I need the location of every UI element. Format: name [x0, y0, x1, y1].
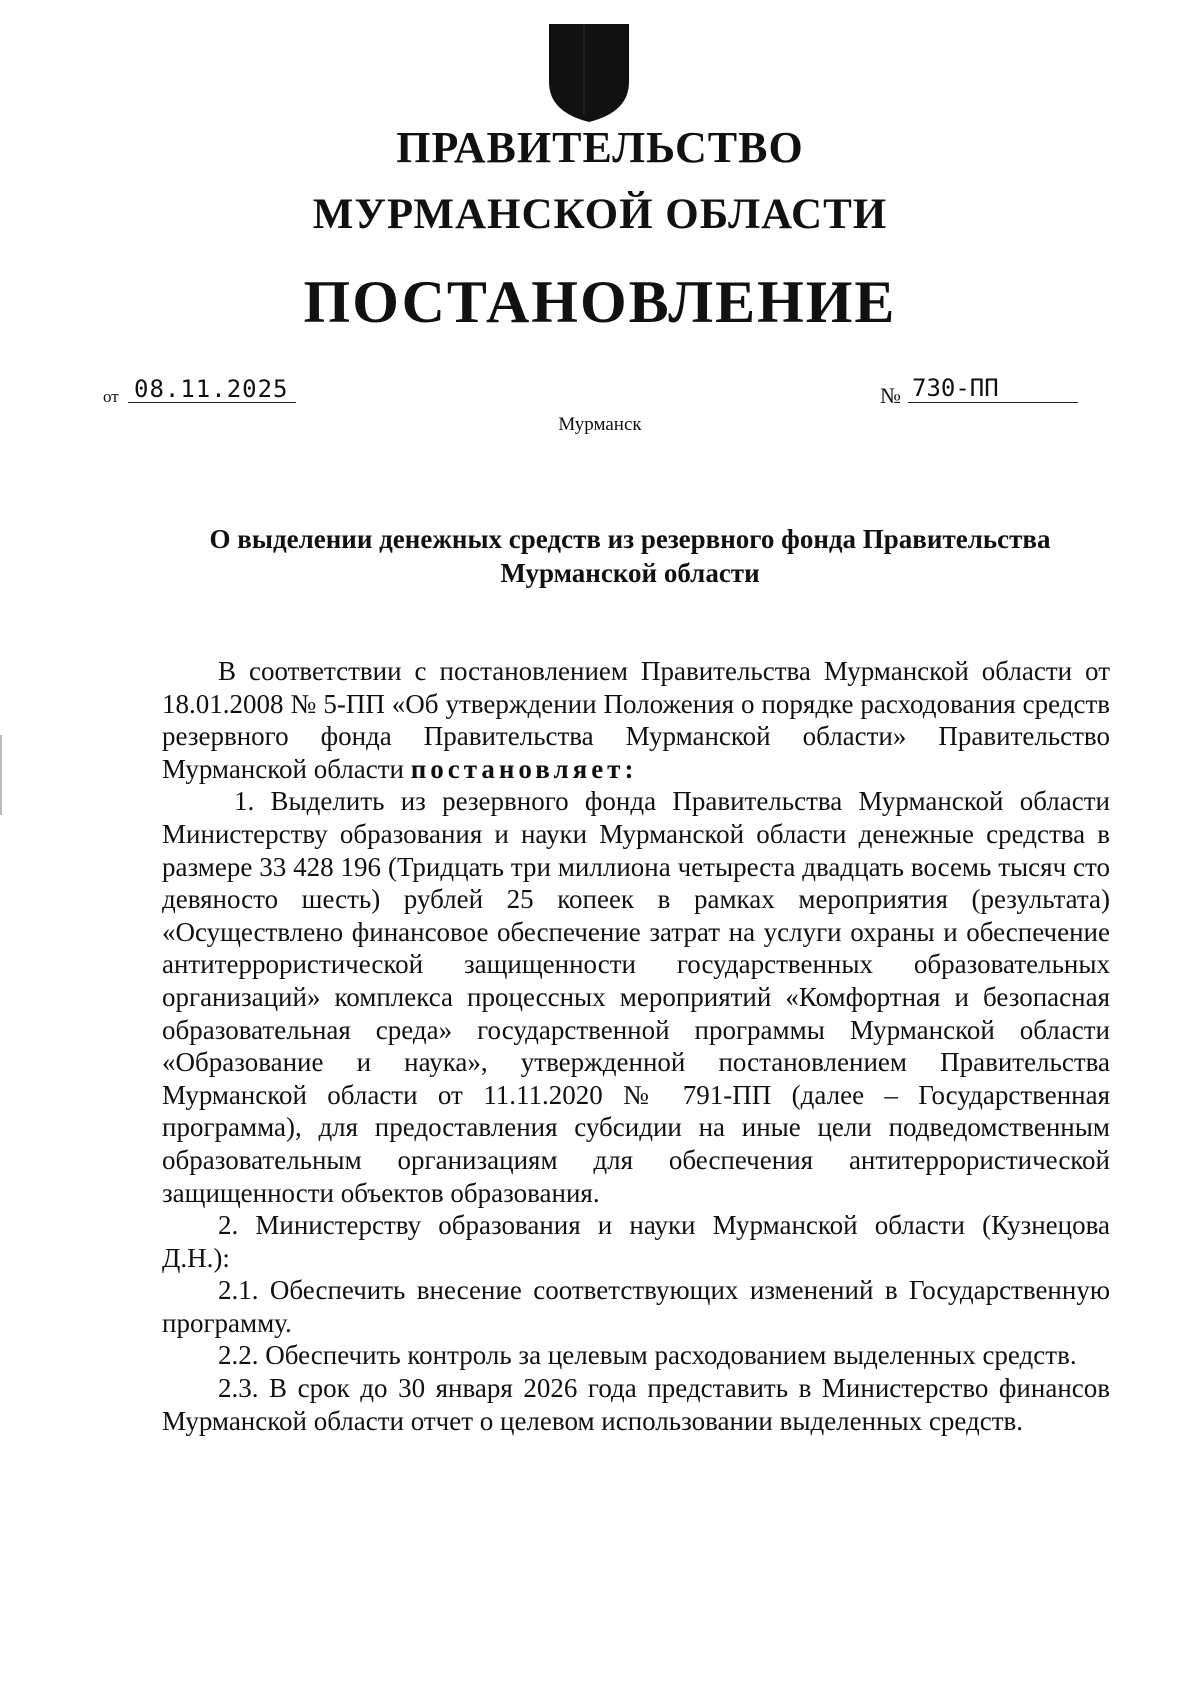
preamble-paragraph [162, 655, 1110, 785]
date-prefix-label: от [103, 387, 119, 406]
document-date: 08.11.2025 [128, 375, 296, 403]
org-name-line1: ПРАВИТЕЛЬСТВО [396, 123, 804, 172]
document-body [162, 655, 1110, 1437]
org-name-line2: МУРМАНСКОЙ ОБЛАСТИ [312, 191, 888, 238]
item-2-1-paragraph: 2.1. Обеспечить внесение соответствующих изменений в Государственную программу. [162, 1275, 1110, 1338]
item-2-2-paragraph: 2.2. Обеспечить контроль за целевым расходованием выделенных средств. [218, 1340, 1077, 1371]
number-prefix-label: № [880, 383, 901, 408]
coat-of-arms-emblem [545, 20, 633, 124]
item-2-paragraph: 2. Министерству образования и науки Мурманской области (Кузнецова Д.Н.): [162, 1210, 1110, 1273]
item-1-paragraph: 1. Выделить из резервного фонда Правительства Мурманской области Министерству образования и науки Мурманской области денежные средства в размере 33 428 196 (Тридцать три миллиона четыреста двадцать восемь тысяч сто девяносто шесть) рублей 25 копеек в рамках мероприятия (результата) «Осуществлено финансовое обеспечение затрат на услуги охраны и обеспечение антитеррористической защищенности государственных образовательных организаций» комплекса процессных мероприятий «Комфортная и безопасная образовательная среда» государственной программы Мурманской области «Образование и наука», утвержденной постановлением Правительства Мурманской области от 11.11.2020 № 791-ПП (далее – Государственная программа), для предоставления субсидии на иные цели подведомственным образовательным организациям для обеспечения антитеррористической защищенности объектов образования. [162, 786, 1110, 1208]
preamble-text: В соответствии с постановлением Правительства Мурманской области от 18.01.2008 № 5-ПП «Об утверждении Положения о порядке расходования средств резервного фонда Правительства Мурманской области» Правительство Мурманской области [162, 656, 1110, 784]
document-number: 730-ПП [908, 374, 1078, 403]
subject-line2: Мурманской области [500, 558, 760, 588]
scan-edge-mark [0, 735, 2, 815]
item-2-3-paragraph: 2.3. В срок до 30 января 2026 года представить в Министерство финансов Мурманской области отчет о целевом использовании выделенных средств. [162, 1373, 1110, 1436]
document-subject [150, 522, 1110, 590]
resolves-word: постановляет: [410, 753, 638, 784]
document-type-title: ПОСТАНОВЛЕНИЕ [303, 269, 897, 335]
city-label: Мурманск [558, 414, 642, 435]
subject-line1: О выделении денежных средств из резервного фонда Правительства [209, 524, 1051, 554]
